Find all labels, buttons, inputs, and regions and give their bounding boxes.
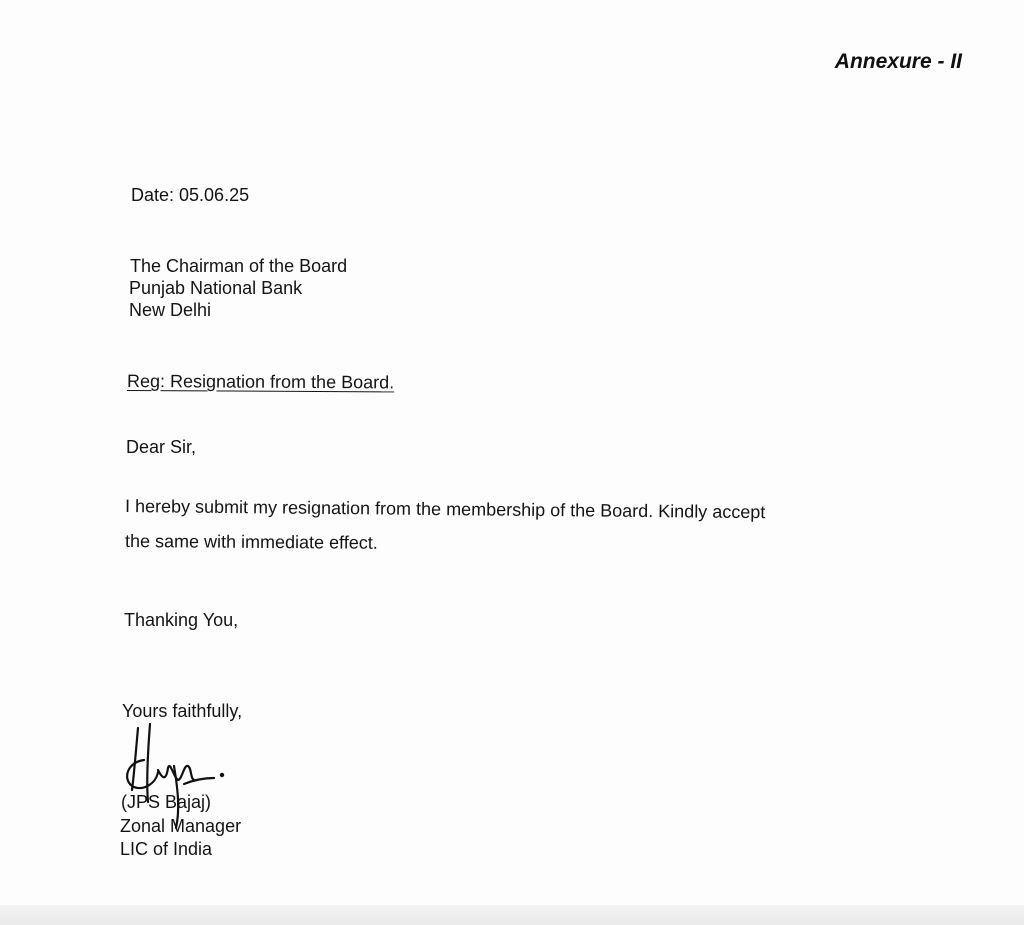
subject-line: Reg: Resignation from the Board. (126, 371, 395, 393)
thanks-line: Thanking You, (124, 610, 239, 630)
recipient-line-1: The Chairman of the Board (130, 256, 348, 276)
signatory-name: (JPS Bajaj) (121, 792, 212, 812)
page-bottom-edge (0, 905, 1024, 925)
signatory-title: Zonal Manager (120, 816, 242, 836)
body-line-1: I hereby submit my resignation from the membership of the Board. Kindly accept (124, 496, 766, 523)
annexure-label: Annexure - II (834, 50, 962, 73)
body-line-2: the same with immediate effect. (124, 531, 378, 553)
closing-line: Yours faithfully, (122, 701, 243, 721)
letter-date: Date: 05.06.25 (131, 185, 250, 205)
recipient-line-3: New Delhi (129, 300, 212, 320)
recipient-line-2: Punjab National Bank (129, 278, 303, 298)
signatory-org: LIC of India (120, 839, 213, 859)
handwritten-signature (118, 720, 238, 830)
salutation: Dear Sir, (126, 437, 197, 457)
